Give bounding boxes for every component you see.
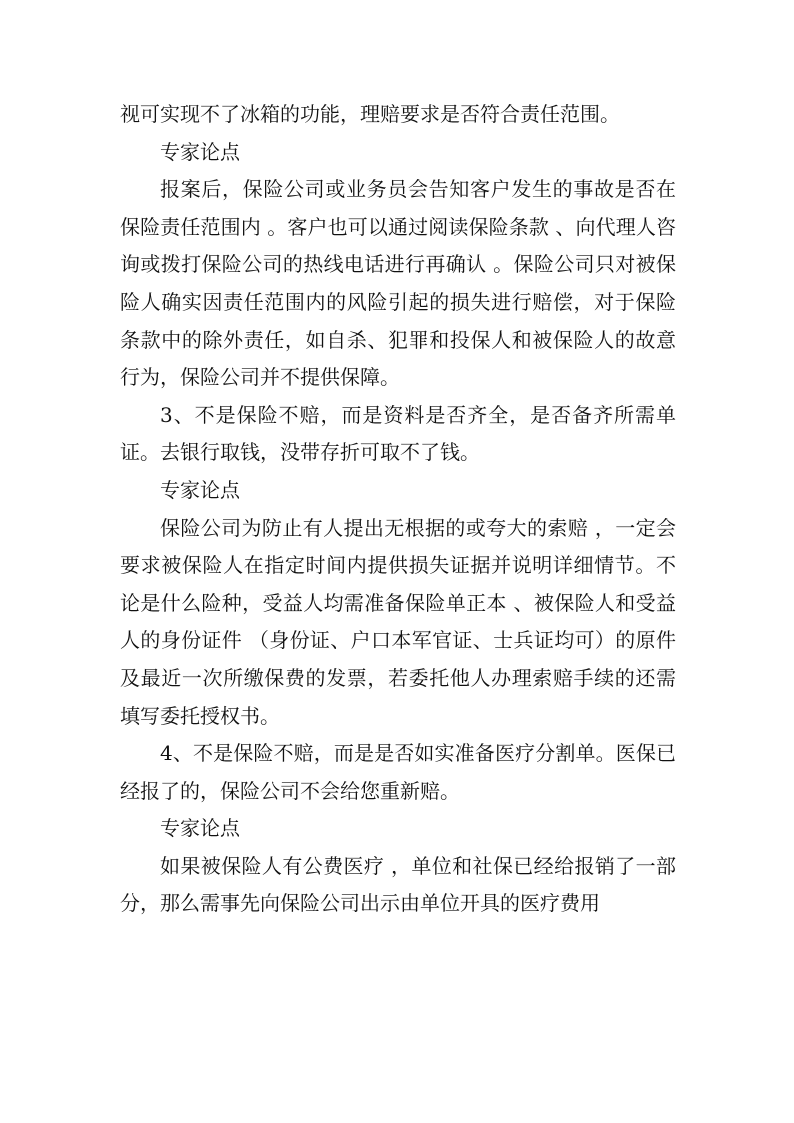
paragraph-claim-evidence: 保险公司为防止有人提出无根据的或夸大的索赔 ，一定会要求被保险人在指定时间内提供损失证据并说明详细情节。不论是什么险种，受益人均需准备保险单正本 、被保险人和受益人的身份证件 （身份证、户口本军官证、士兵证均可）的原件及最近一次所缴保费的发票，若委托他人办理索赔手续的还需填写委托授权书。 xyxy=(120,515,676,728)
paragraph-point-4-medical: 4、不是保险不赔，而是是否如实准备医疗分割单。医保已经报了的，保险公司不会给您重新赔。 xyxy=(120,741,676,803)
paragraph-coverage-scope: 报案后，保险公司或业务员会告知客户发生的事故是否在保险责任范围内 。客户也可以通过阅读保险条款 、向代理人咨询或拨打保险公司的热线电话进行再确认 。保险公司只对被保险人确实因责任范围内的风险引起的损失进行赔偿，对于保险条款中的除外责任，如自杀、犯罪和投保人和被保险人的故意行为，保险公司并不提供保障。 xyxy=(120,177,676,390)
section-heading-expert-view: 专家论点 xyxy=(160,477,240,502)
section-heading-expert-view: 专家论点 xyxy=(160,816,240,841)
document-page xyxy=(120,96,676,923)
paragraph-point-3-documents: 3、不是保险不赔，而是资料是否齐全，是否备齐所需单证。去银行取钱，没带存折可取不了钱。 xyxy=(120,402,676,465)
paragraph-fridge-continuation: 视可实现不了冰箱的功能，理赔要求是否符合责任范围。 xyxy=(120,102,620,126)
paragraph-public-medical: 如果被保险人有公费医疗 ，单位和社保已经给报销了一部分，那么需事先向保险公司出示由单位开具的医疗费用 xyxy=(120,853,676,916)
section-heading-expert-view: 专家论点 xyxy=(160,139,240,164)
